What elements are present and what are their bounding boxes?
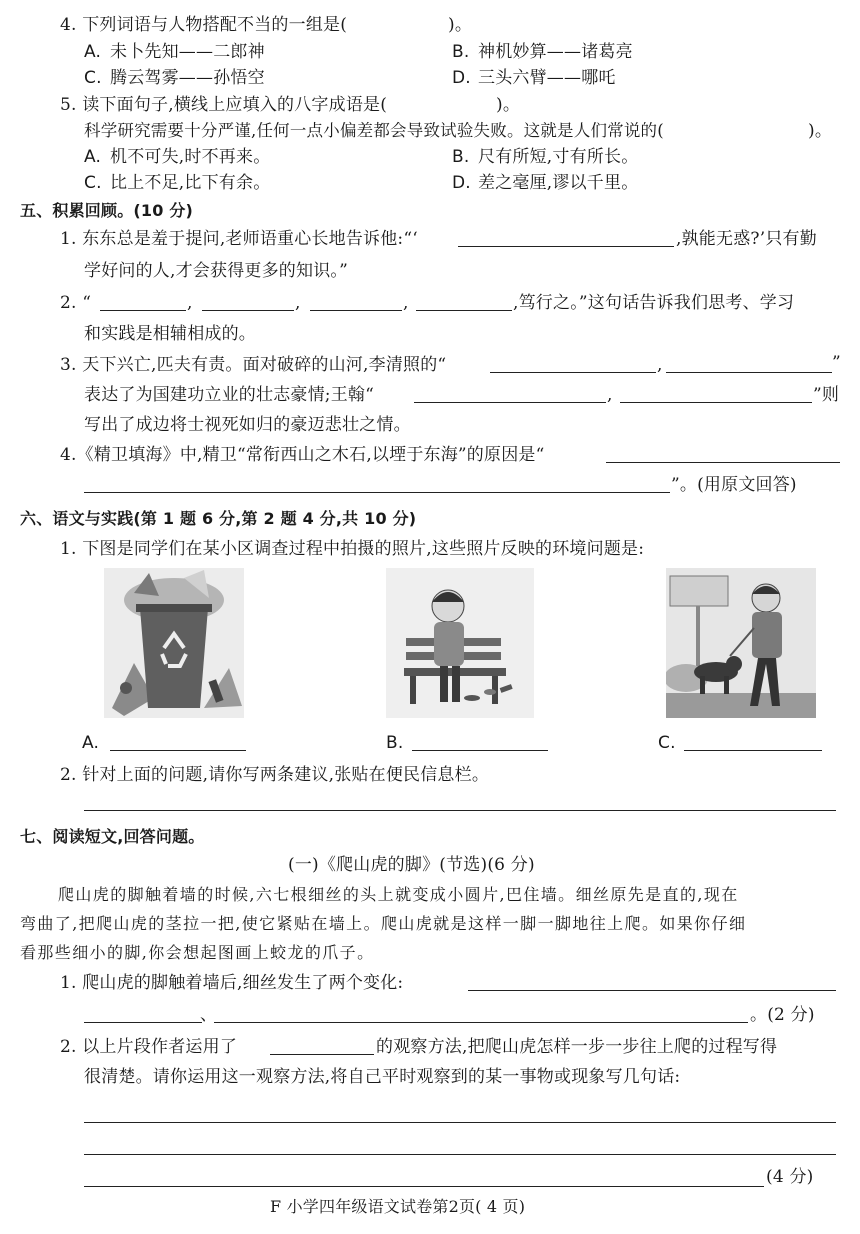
s5-q3-blank-1[interactable] bbox=[490, 372, 656, 373]
s5-q2-blank-1[interactable] bbox=[100, 310, 186, 311]
boy-on-bench-icon bbox=[386, 568, 534, 718]
q5-option-c-key: C. bbox=[84, 173, 102, 193]
s5-q2-comma-2: , bbox=[295, 293, 301, 313]
s7-q1-score: 。(2 分) bbox=[750, 1005, 815, 1025]
s7-q1-line1: 1. 爬山虎的脚触着墙后,细丝发生了两个变化: bbox=[60, 973, 404, 993]
q5-option-b-key: B. bbox=[452, 147, 470, 167]
s7-q2-blank-method[interactable] bbox=[270, 1054, 374, 1055]
s6-label-a: A. bbox=[82, 733, 100, 753]
s5-q1-line1-start: 1. 东东总是羞于提问,老师语重心长地告诉他:“‘ bbox=[60, 229, 418, 249]
passage-paragraph-line2: 弯曲了,把爬山虎的茎拉一把,使它紧贴在墙上。爬山虎就是这样一脚一脚地往上爬。如果你仔细 bbox=[20, 914, 747, 933]
s5-q3-line2-end: ”则 bbox=[813, 385, 840, 405]
s5-q3-blank-2[interactable] bbox=[666, 372, 832, 373]
s5-q4-blank-1[interactable] bbox=[606, 462, 840, 463]
q4-stem-end: )。 bbox=[448, 15, 473, 35]
s5-q1-line2: 学好问的人,才会获得更多的知识。” bbox=[84, 261, 348, 281]
q4-option-b-key: B. bbox=[452, 42, 470, 62]
s7-q1-blank-3[interactable] bbox=[214, 1022, 748, 1023]
s5-q3-blank-4[interactable] bbox=[620, 402, 812, 403]
s7-q2-line1-end: 的观察方法,把爬山虎怎样一步一步往上爬的过程写得 bbox=[376, 1037, 778, 1057]
q5-option-d: 差之毫厘,谬以千里。 bbox=[478, 173, 639, 193]
s6-label-c: C. bbox=[658, 733, 676, 753]
q4-option-c: 腾云驾雾——孙悟空 bbox=[110, 68, 265, 88]
s6-blank-b[interactable] bbox=[412, 750, 548, 751]
s6-q1: 1. 下图是同学们在某小区调查过程中拍摄的照片,这些照片反映的环境问题是: bbox=[60, 539, 645, 559]
q4-stem: 4. 下列词语与人物搭配不当的一组是( bbox=[60, 15, 348, 35]
passage-paragraph-line3: 看那些细小的脚,你会想起图画上蛟龙的爪子。 bbox=[20, 943, 375, 962]
s5-q3-line3: 写出了成边将士视死如归的豪迈悲壮之情。 bbox=[84, 415, 411, 435]
q5-option-a-key: A. bbox=[84, 147, 102, 167]
s7-q2-answer-line-2[interactable] bbox=[84, 1154, 836, 1155]
page-footer: F 小学四年级语文试卷第2页( 4 页) bbox=[270, 1197, 526, 1216]
s6-q2: 2. 针对上面的问题,请你写两条建议,张贴在便民信息栏。 bbox=[60, 765, 490, 785]
s5-q2-blank-4[interactable] bbox=[416, 310, 512, 311]
q4-option-c-key: C. bbox=[84, 68, 102, 88]
s5-q2-line1-start: 2. “ bbox=[60, 293, 92, 313]
s6-q2-answer-line[interactable] bbox=[84, 810, 836, 811]
s5-q4-blank-2[interactable] bbox=[84, 492, 670, 493]
s5-q2-line2: 和实践是相辅相成的。 bbox=[84, 324, 256, 344]
q5-option-d-key: D. bbox=[452, 173, 471, 193]
s5-q3-blank-3[interactable] bbox=[414, 402, 606, 403]
q4-option-a-key: A. bbox=[84, 42, 102, 62]
s5-q3-comma-1: , bbox=[657, 355, 663, 375]
s5-q3-comma-2: , bbox=[607, 385, 613, 405]
s7-q1-dun: 、 bbox=[200, 1005, 218, 1025]
s5-q2-line1-end: ,笃行之。”这句话告诉我们思考、学习 bbox=[513, 293, 795, 313]
s5-q2-blank-3[interactable] bbox=[310, 310, 402, 311]
s7-q1-blank-2[interactable] bbox=[84, 1022, 202, 1023]
section-6-heading: 六、语文与实践(第 1 题 6 分,第 2 题 4 分,共 10 分) bbox=[20, 509, 417, 528]
s6-blank-a[interactable] bbox=[110, 750, 246, 751]
s5-q3-line1-start: 3. 天下兴亡,匹夫有责。面对破碎的山河,李清照的“ bbox=[60, 355, 447, 375]
s7-q1-blank-1[interactable] bbox=[468, 990, 836, 991]
s5-q4-line2-end: ”。(用原文回答) bbox=[671, 475, 797, 495]
q4-option-b: 神机妙算——诸葛亮 bbox=[478, 42, 633, 62]
trash-bin-picture bbox=[104, 568, 244, 718]
s7-q2-line2: 很清楚。请你运用这一观察方法,将自己平时观察到的某一事物或现象写几句话: bbox=[84, 1067, 681, 1087]
s5-q3-quote-end: ” bbox=[832, 353, 841, 373]
q4-option-d-key: D. bbox=[452, 68, 471, 88]
section-5-heading: 五、积累回顾。(10 分) bbox=[20, 201, 194, 220]
s7-q2-answer-line-3[interactable] bbox=[84, 1186, 764, 1187]
q5-option-a: 机不可失,时不再来。 bbox=[110, 147, 271, 167]
q4-option-d: 三头六臂——哪吒 bbox=[478, 68, 616, 88]
man-with-dog-icon bbox=[666, 568, 816, 718]
q5-option-c: 比上不足,比下有余。 bbox=[110, 173, 271, 193]
bench-littering-picture bbox=[386, 568, 534, 718]
s7-q2-answer-line-1[interactable] bbox=[84, 1122, 836, 1123]
s6-blank-c[interactable] bbox=[684, 750, 822, 751]
passage-title: (一)《爬山虎的脚》(节选)(6 分) bbox=[288, 855, 535, 875]
q5-stem-end: )。 bbox=[496, 95, 521, 115]
s5-q2-comma-3: , bbox=[403, 293, 409, 313]
dog-walking-picture bbox=[666, 568, 816, 718]
s7-q2-score: (4 分) bbox=[766, 1167, 814, 1187]
q5-sentence-end: )。 bbox=[808, 121, 833, 141]
s5-q2-comma-1: , bbox=[187, 293, 193, 313]
s5-q1-blank[interactable] bbox=[458, 246, 674, 247]
s5-q3-line2-start: 表达了为国建功立业的壮志豪情;王翰“ bbox=[84, 385, 375, 405]
s5-q1-line1-end: ,孰能无惑?’只有勤 bbox=[676, 229, 817, 249]
q5-sentence: 科学研究需要十分严谨,任何一点小偏差都会导致试验失败。这就是人们常说的( bbox=[84, 121, 664, 140]
s5-q4-line1: 4.《精卫填海》中,精卫“常衔西山之木石,以堙于东海”的原因是“ bbox=[60, 445, 545, 465]
section-7-heading: 七、阅读短文,回答问题。 bbox=[20, 827, 205, 846]
recycle-icon bbox=[104, 568, 244, 718]
q5-stem: 5. 读下面句子,横线上应填入的八字成语是( bbox=[60, 95, 388, 115]
s7-q2-line1-start: 2. 以上片段作者运用了 bbox=[60, 1037, 238, 1057]
q5-option-b: 尺有所短,寸有所长。 bbox=[478, 147, 639, 167]
passage-paragraph-line1: 爬山虎的脚触着墙的时候,六七根细丝的头上就变成小圆片,巴住墙。细丝原先是直的,现在 bbox=[58, 885, 739, 904]
s5-q2-blank-2[interactable] bbox=[202, 310, 294, 311]
q4-option-a: 未卜先知——二郎神 bbox=[110, 42, 265, 62]
s6-label-b: B. bbox=[386, 733, 404, 753]
